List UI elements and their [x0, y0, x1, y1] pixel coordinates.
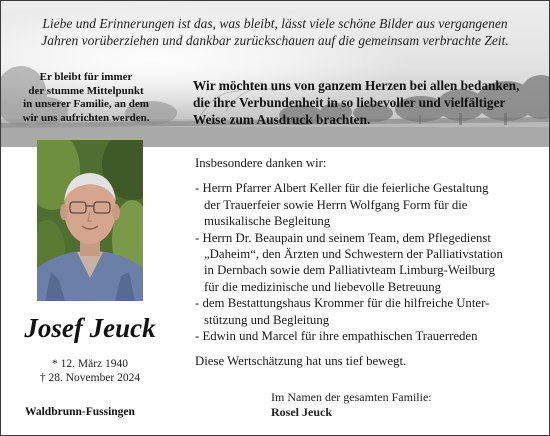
closing-statement: Diese Wertschätzung hat uns tief bewegt. [195, 354, 407, 369]
memorial-verse [11, 71, 161, 125]
acknowledgement-line: in Dernbach sowie dem Palliativteam Limburg-Weilburg [204, 263, 495, 278]
acknowledgement-line: - Edwin und Marcel für ihre empathischen Trauerreden [195, 329, 478, 344]
verse-line: in unserer Familie, an dem [23, 98, 149, 110]
signature-line: Im Namen der gesamten Familie: [271, 390, 432, 404]
main-thanks-statement [193, 77, 543, 128]
acknowledgement-line: - dem Bestattungshaus Krommer für die hilfreiche Unter- [195, 296, 490, 311]
quote-line: Jahren vorüberziehen und dankbar zurückschauen auf die gemeinsam verbrachte Zeit. [41, 33, 509, 48]
birth-date: * 12. März 1940 [51, 358, 128, 370]
verse-line: Er bleibt für immer [39, 71, 133, 83]
thanks-line: Wir möchten uns von ganzem Herzen bei allen bedanken, [193, 78, 520, 93]
life-dates [1, 357, 179, 385]
acknowledgement-line: stützung und Begleitung [204, 312, 330, 327]
acknowledgement-line: „Daheim“, den Ärzten und Schwestern der Palliativstation [204, 247, 503, 262]
residence-place: Waldbrunn-Fussingen [25, 406, 135, 418]
portrait-image [37, 140, 143, 301]
acknowledgements-intro: Insbesondere danken wir: [195, 156, 327, 170]
quote-line: Liebe und Erinnerungen ist das, was bleibt, lässt viele schöne Bilder aus vergangenen [42, 16, 508, 31]
acknowledgements-body [195, 155, 545, 370]
thanks-line: die ihre Verbundenheit in so liebevoller und vielfältiger [193, 95, 506, 110]
memorial-quote [1, 15, 549, 49]
verse-line: der stumme Mittelpunkt [28, 84, 144, 97]
acknowledgement-line: für die medizinische und liebevolle Betreuung [204, 279, 442, 294]
acknowledgement-line: - Herrn Pfarrer Albert Keller für die feierliche Gestaltung [195, 181, 489, 196]
thanks-line: Weise zum Ausdruck brachten. [193, 112, 371, 127]
family-signature [271, 390, 432, 420]
deceased-name: Josef Jeuck [24, 313, 156, 343]
acknowledgement-line: musikalische Begleitung [204, 214, 331, 229]
signer-name: Rosel Jeuck [271, 405, 332, 419]
death-date: † 28. November 2024 [39, 372, 141, 384]
acknowledgement-line: - Herrn Dr. Beaupain und seinem Team, dem Pflegedienst [195, 230, 491, 245]
acknowledgement-line: der Trauerfeier sowie Herrn Wolfgang Form für die [204, 197, 468, 212]
portrait-photo [37, 140, 143, 301]
header-banner [1, 1, 549, 147]
verse-line: wir uns aufrichten werden. [22, 111, 150, 124]
